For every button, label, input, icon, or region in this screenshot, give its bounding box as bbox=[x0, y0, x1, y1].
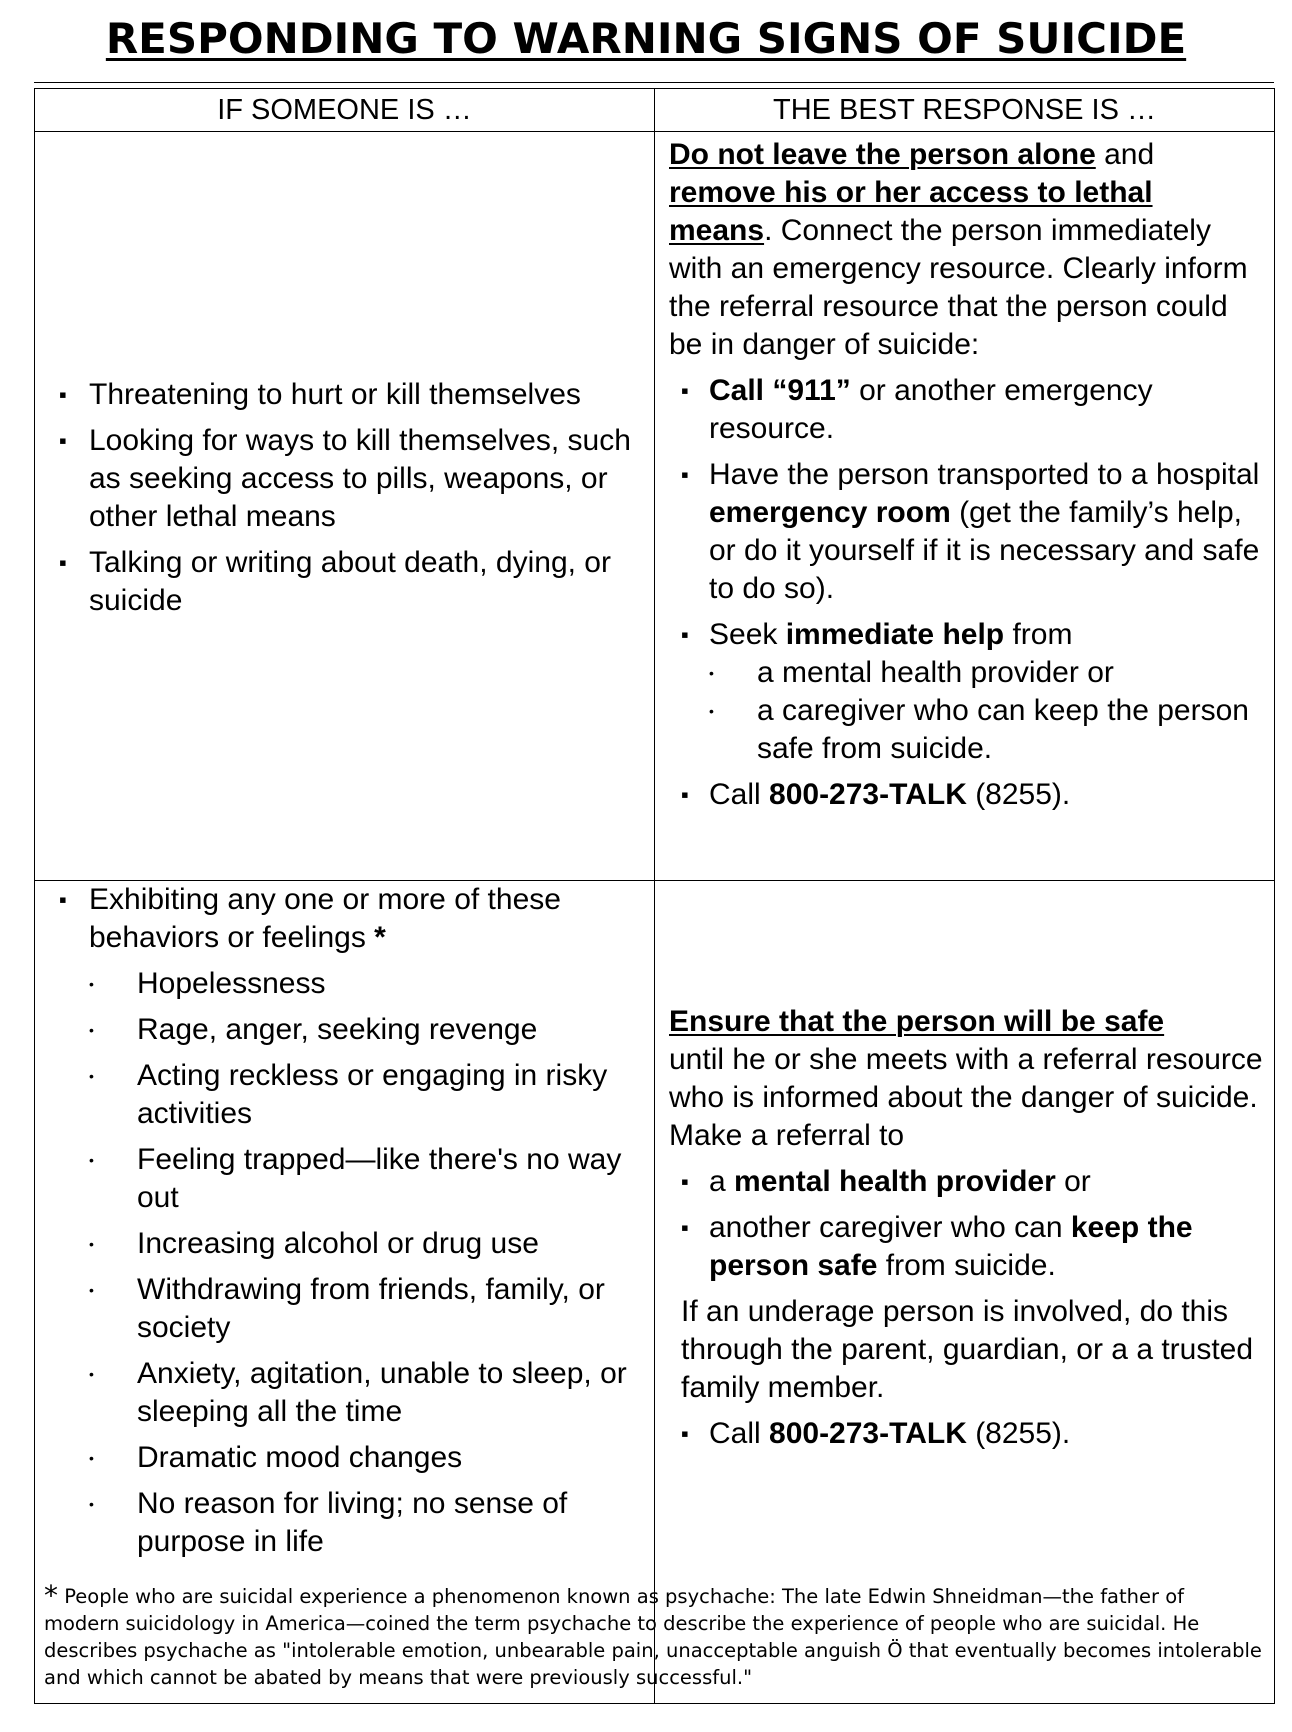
text-run: or bbox=[1055, 1165, 1091, 1198]
list-item bbox=[681, 1163, 1264, 1201]
sub-list-item: • a mental health provider or bbox=[709, 654, 1264, 692]
table-row bbox=[35, 132, 1275, 881]
sub-list-item: • No reason for living; no sense of purpose in life bbox=[89, 1485, 644, 1561]
bold-text: 800-273-TALK bbox=[769, 1417, 967, 1450]
sub-list-item: • Dramatic mood changes bbox=[89, 1439, 644, 1477]
bold-text: immediate help bbox=[785, 618, 1005, 651]
sub-list-item: • Rage, anger, seeking revenge bbox=[89, 1011, 644, 1049]
emphasis-text: Ensure that the person will be safe bbox=[669, 1005, 1165, 1038]
bold-text: keep the person safe bbox=[709, 1211, 1193, 1282]
warning-signs-table bbox=[34, 88, 1275, 1704]
text-run: . Connect the person immediately with an emergency resource. Clearly inform the referral resource that the person could be in danger of suicide: bbox=[669, 214, 1248, 361]
emphasis-text: Do not leave the person alone bbox=[669, 138, 1096, 171]
sub-list-item: • Anxiety, agitation, unable to sleep, or sleeping all the time bbox=[89, 1355, 644, 1431]
text-run: Exhibiting any one or more of these behaviors or feelings bbox=[89, 883, 561, 954]
row1-response-cell bbox=[655, 132, 1275, 881]
emphasis-text: remove his or her access to lethal means bbox=[669, 176, 1153, 247]
row1-response-lead bbox=[669, 136, 1264, 364]
footnote-text: People who are suicidal experience a phenomenon known as psychache: The late Edwin Shneidman—the father of modern suicidology in America—coined the term psychache to describe the experience of people who are suicidal. He describes psychache as "intolerable emotion, unbearable pain, unacceptable anguish Ö that eventually becomes intolerable and which cannot be abated by means that were previously successful." bbox=[44, 1585, 1262, 1689]
sub-list-item: • Feeling trapped—like there's no way out bbox=[89, 1141, 644, 1217]
list-item bbox=[681, 1415, 1264, 1453]
text-run: until he or she meets with a referral resource who is informed about the danger of suicide. Make a referral to bbox=[669, 1043, 1263, 1152]
table-row bbox=[35, 881, 1275, 1704]
bold-text: mental health provider bbox=[734, 1165, 1056, 1198]
bold-text: emergency room bbox=[709, 496, 951, 529]
text-run: another caregiver who can bbox=[709, 1211, 1071, 1244]
sub-list-item: • Hopelessness bbox=[89, 965, 644, 1003]
text-run: (8255). bbox=[966, 1417, 1071, 1450]
list-item bbox=[681, 372, 1264, 448]
text-run: and bbox=[1095, 138, 1155, 171]
sub-list-item: • Withdrawing from friends, family, or society bbox=[89, 1271, 644, 1347]
row2-response-lead bbox=[669, 1003, 1264, 1155]
header-row bbox=[35, 89, 1275, 132]
list-item bbox=[681, 1209, 1264, 1285]
top-rule bbox=[34, 82, 1274, 83]
row2-signs-cell bbox=[35, 881, 655, 1704]
text-run: (8255). bbox=[966, 778, 1071, 811]
text-run: or another emergency resource. bbox=[709, 374, 1153, 445]
list-item: ▪ Looking for ways to kill themselves, such as seeking access to pills, weapons, or other lethal means bbox=[59, 422, 644, 536]
list-item bbox=[681, 456, 1264, 608]
text-run: Call bbox=[709, 1417, 770, 1450]
text-run: Seek bbox=[709, 618, 786, 651]
row2-response-cell bbox=[655, 881, 1275, 1704]
footnote bbox=[44, 1579, 1264, 1691]
sub-list-item: • Increasing alcohol or drug use bbox=[89, 1225, 644, 1263]
bold-text: Call “911” bbox=[709, 374, 851, 407]
list-item bbox=[681, 616, 1264, 654]
sub-list-item: • Acting reckless or engaging in risky activities bbox=[89, 1057, 644, 1133]
row1-signs-cell bbox=[35, 132, 655, 881]
list-item: ▪ Talking or writing about death, dying, or suicide bbox=[59, 544, 644, 620]
text-run: from suicide. bbox=[877, 1249, 1056, 1282]
column-header-best-response: THE BEST RESPONSE IS … bbox=[655, 89, 1275, 132]
list-item bbox=[681, 776, 1264, 814]
page-title: RESPONDING TO WARNING SIGNS OF SUICIDE bbox=[105, 14, 1187, 63]
underage-note: If an underage person is involved, do this through the parent, guardian, or a a trusted family member. bbox=[681, 1295, 1254, 1404]
text-run: Have the person transported to a hospital bbox=[709, 458, 1260, 491]
list-item: ▪ Threatening to hurt or kill themselves bbox=[59, 376, 644, 414]
bold-text: 800-273-TALK bbox=[769, 778, 967, 811]
asterisk-mark: * bbox=[374, 921, 386, 954]
sub-list-item: • a caregiver who can keep the person safe from suicide. bbox=[709, 692, 1264, 768]
footnote-asterisk: * bbox=[44, 1579, 58, 1612]
text-run: (get the family’s help, or do it yourself if it is necessary and safe to do so). bbox=[709, 496, 1260, 605]
text-run: from bbox=[1004, 618, 1073, 651]
text-run: a bbox=[709, 1165, 735, 1198]
text-run: Call bbox=[709, 778, 770, 811]
column-header-if-someone-is: IF SOMEONE IS … bbox=[35, 89, 655, 132]
list-item bbox=[59, 881, 644, 957]
